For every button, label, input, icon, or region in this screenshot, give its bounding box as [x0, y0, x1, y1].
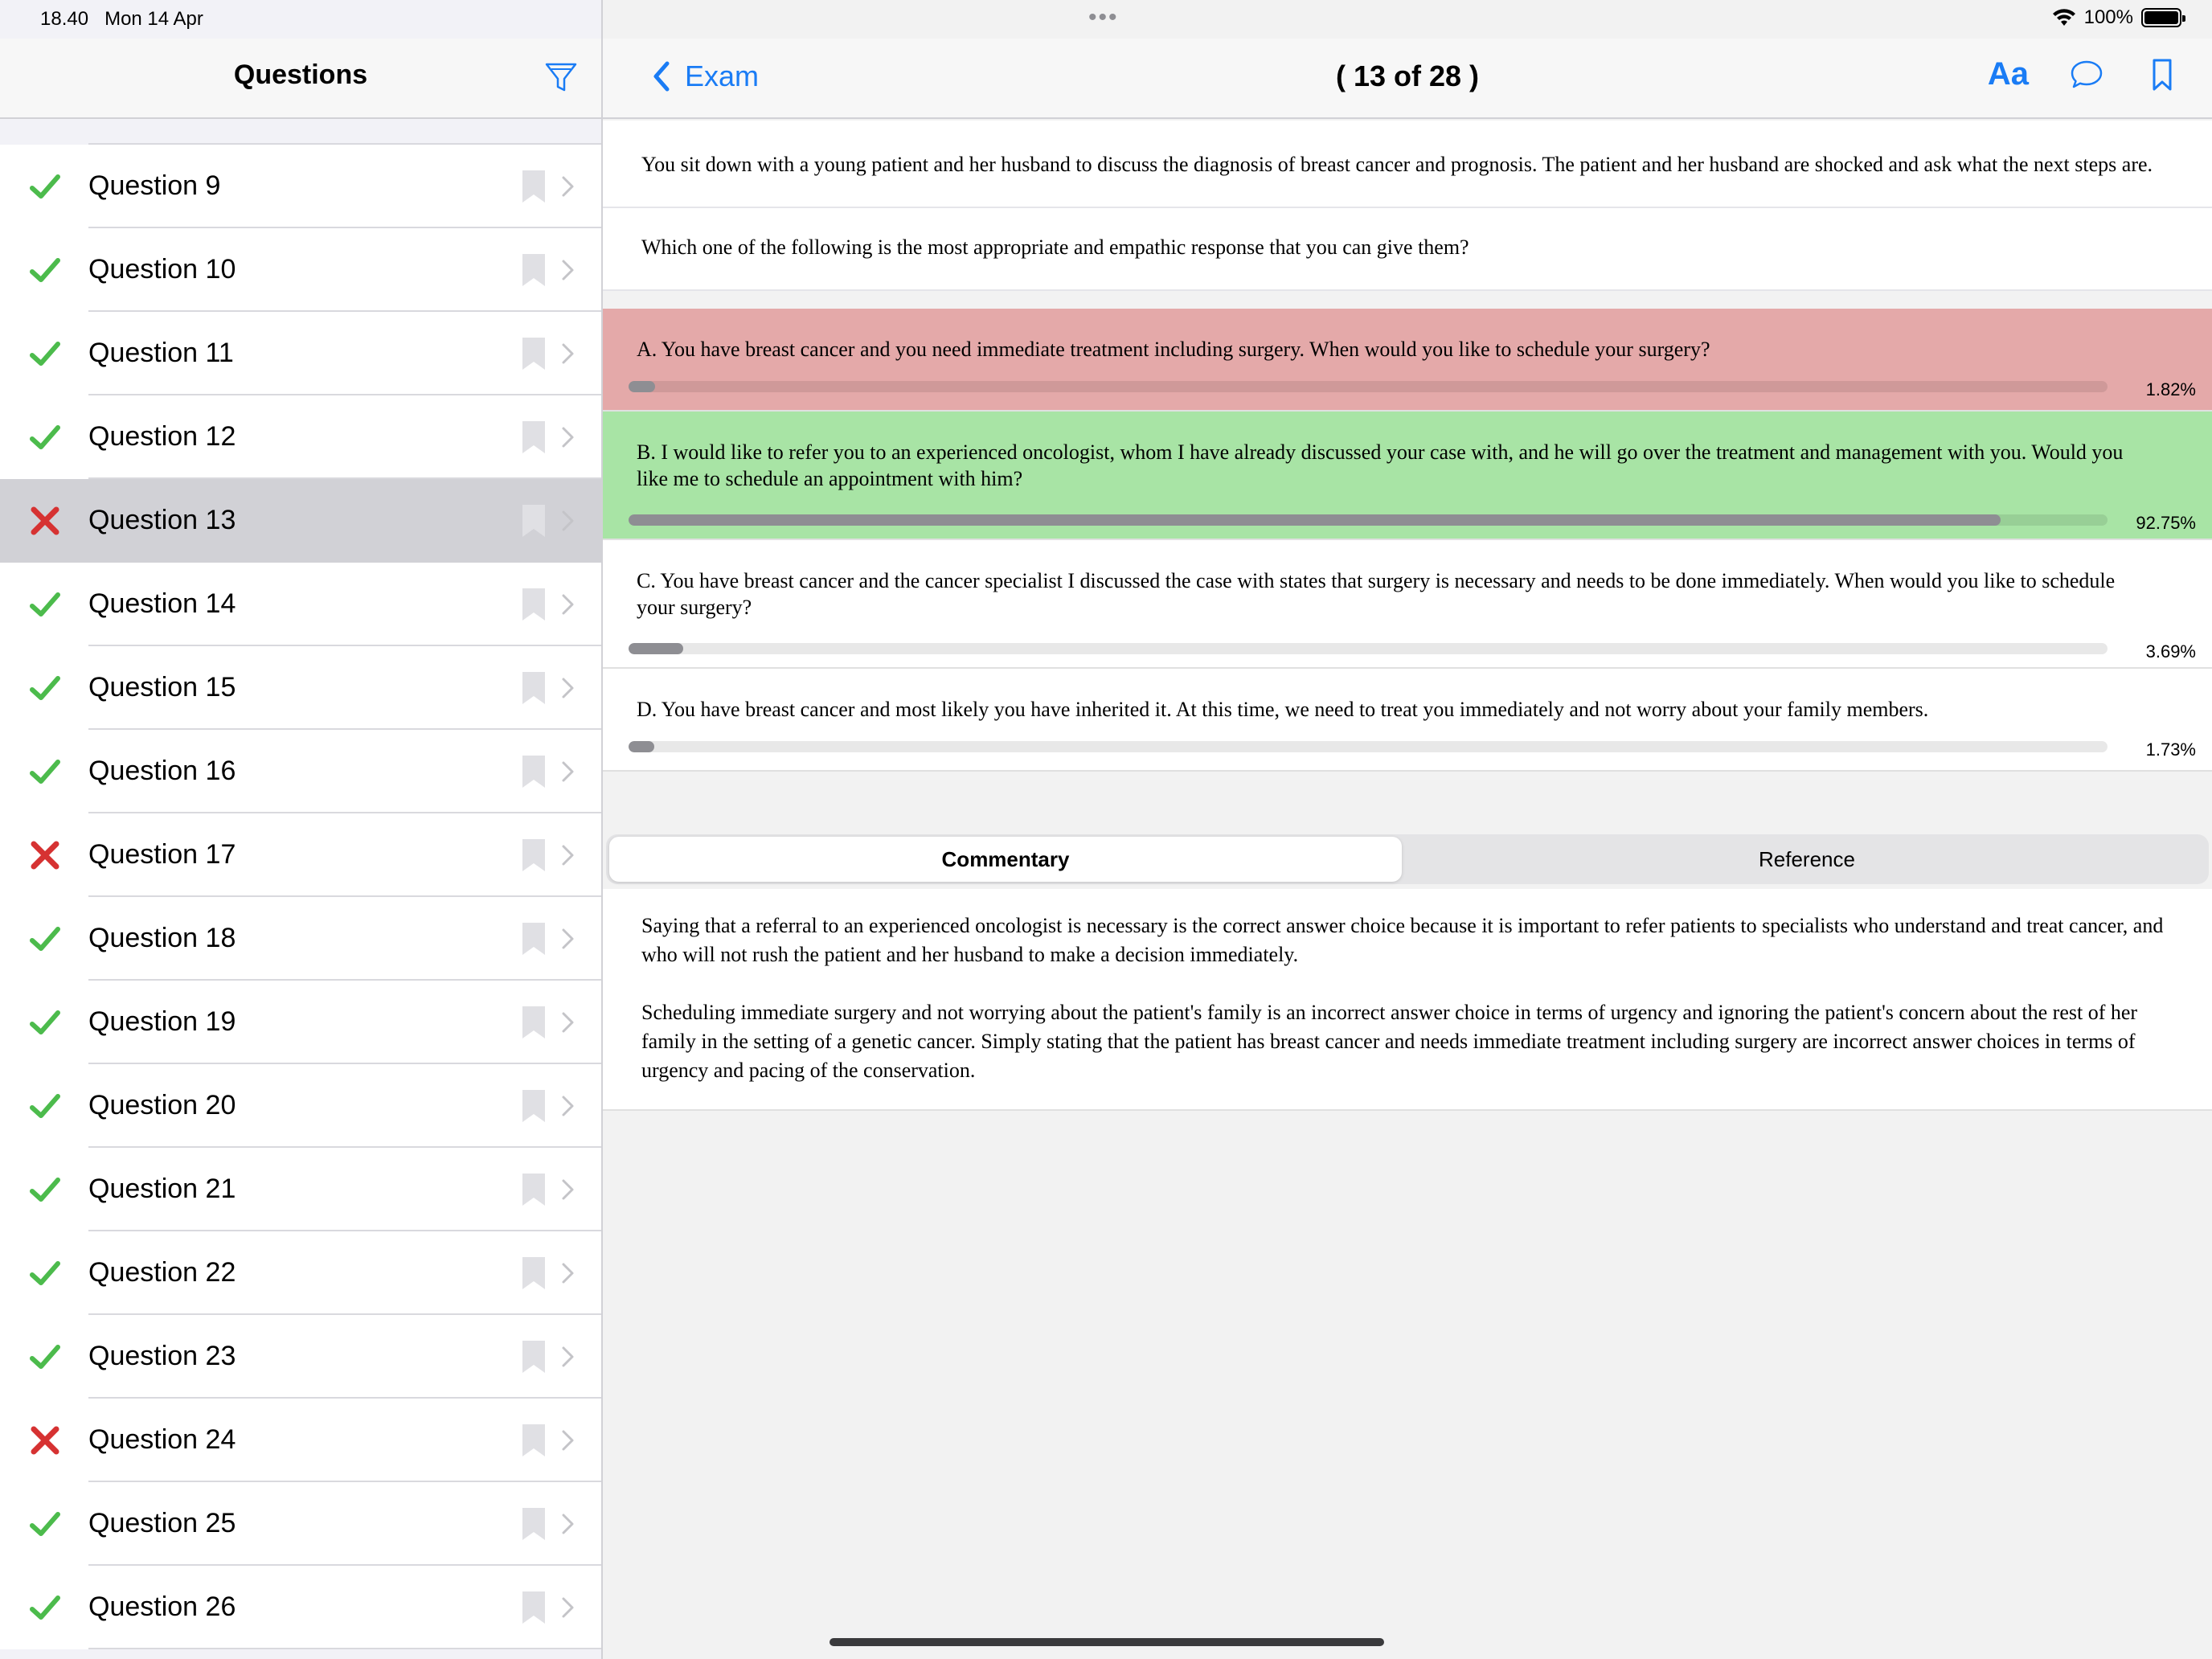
chevron-right-icon: [561, 510, 576, 532]
question-label: Question 14: [88, 588, 236, 619]
chevron-right-icon: [561, 175, 576, 198]
chevron-right-icon: [561, 259, 576, 281]
question-label: Question 10: [88, 254, 236, 285]
sidebar: [0, 0, 603, 1659]
question-label: Question 21: [88, 1174, 236, 1204]
question-prompt: Which one of the following is the most appropriate and empathic response that you can give them?: [603, 208, 2212, 291]
bookmark-icon[interactable]: [521, 1423, 547, 1458]
bookmark-icon[interactable]: [521, 754, 547, 789]
question-label: Question 15: [88, 672, 236, 703]
question-list-item[interactable]: [0, 1399, 601, 1482]
commentary-paragraph-1: Saying that a referral to an experienced oncologist is necessary is the correct answer choice because it is important to refer patients to specialists who understand and treat cancer, and who will not rush the patient and her husband to make a decision immediately.: [641, 914, 2164, 966]
checkmark-icon: [29, 254, 61, 286]
checkmark-icon: [29, 421, 61, 453]
checkmark-icon: [29, 1341, 61, 1373]
bookmark-icon[interactable]: [521, 670, 547, 706]
bookmark-icon[interactable]: [521, 1339, 547, 1374]
cross-icon: [29, 505, 61, 537]
answer-text: D. You have breast cancer and most likely you have inherited it. At this time, we need to treat you immediately and not worry about your family members.: [637, 698, 1929, 721]
question-list-item[interactable]: [0, 563, 601, 646]
answer-percent-bar: [629, 741, 2108, 752]
chevron-right-icon: [561, 928, 576, 950]
answer-percent-label: 1.82%: [2145, 379, 2196, 399]
answer-percent-label: 3.69%: [2145, 641, 2196, 662]
checkmark-icon: [29, 923, 61, 955]
bookmark-icon[interactable]: [521, 1172, 547, 1207]
bookmark-icon[interactable]: [521, 1506, 547, 1542]
commentary-paragraph-2: Scheduling immediate surgery and not worrying about the patient's family is an incorrect answer choice in terms of urgency and ignoring the patient's concern about the rest of her family in the setting of a genetic cancer. Simply stating that the patient has breast cancer and needs immediate treatment including surgery are incorrect answer choices in terms of urgency and pacing of the conservation.: [641, 1001, 2138, 1082]
back-label: Exam: [685, 59, 760, 92]
question-label: Question 17: [88, 839, 236, 870]
question-list-item[interactable]: [0, 228, 601, 312]
question-list-item[interactable]: [0, 1482, 601, 1566]
checkmark-icon: [29, 756, 61, 788]
answer-percent-bar: [629, 381, 2108, 392]
bookmark-icon[interactable]: [521, 252, 547, 288]
question-list-item[interactable]: [0, 395, 601, 479]
answer-option[interactable]: [603, 669, 2212, 772]
tab-commentary[interactable]: Commentary: [609, 837, 1402, 882]
chevron-right-icon: [561, 1095, 576, 1117]
battery-icon: [2141, 8, 2181, 27]
answer-percent-bar: [629, 514, 2108, 526]
question-list-item[interactable]: [0, 897, 601, 981]
question-label: Question 24: [88, 1424, 236, 1455]
cross-icon: [29, 839, 61, 871]
checkmark-icon: [29, 1257, 61, 1289]
checkmark-icon: [29, 1591, 61, 1624]
home-indicator[interactable]: [830, 1638, 1384, 1646]
bookmark-icon[interactable]: [521, 1088, 547, 1124]
checkmark-icon: [29, 672, 61, 704]
answer-option[interactable]: [603, 540, 2212, 669]
answer-text: C. You have breast cancer and the cancer specialist I discussed the case with states that surgery is necessary and needs to be done immediately. When would you like to schedule your surgery?: [637, 569, 2116, 619]
question-label: Question 23: [88, 1341, 236, 1371]
answer-text: A. You have breast cancer and you need immediate treatment including surgery. When would you like to schedule your surgery?: [637, 338, 1710, 361]
commentary-panel: [603, 889, 2212, 1111]
answer-percent-bar: [629, 643, 2108, 654]
question-list-item[interactable]: [0, 1064, 601, 1148]
answer-option[interactable]: [603, 412, 2212, 540]
chevron-right-icon: [561, 677, 576, 699]
wifi-icon: [2052, 8, 2076, 27]
question-label: Question 12: [88, 421, 236, 452]
bookmark-icon[interactable]: [521, 587, 547, 622]
checkmark-icon: [29, 338, 61, 370]
answer-list: [603, 309, 2212, 772]
tab-reference[interactable]: Reference: [1759, 847, 1855, 871]
question-list-item[interactable]: [0, 981, 601, 1064]
bookmark-icon[interactable]: [521, 169, 547, 204]
commentary-reference-segmented-control: [606, 834, 2209, 884]
question-list-item[interactable]: [0, 312, 601, 395]
filter-icon[interactable]: [543, 59, 579, 95]
bookmark-icon[interactable]: [521, 838, 547, 873]
comment-icon[interactable]: [2069, 57, 2104, 92]
chevron-right-icon: [561, 1513, 576, 1535]
chevron-right-icon: [561, 426, 576, 449]
chevron-right-icon: [561, 844, 576, 866]
question-list-item[interactable]: [0, 145, 601, 228]
checkmark-icon: [29, 1090, 61, 1122]
question-list-item[interactable]: [0, 813, 601, 897]
bookmark-icon[interactable]: [521, 503, 547, 539]
sidebar-title: Questions: [233, 59, 368, 90]
question-label: Question 19: [88, 1006, 236, 1037]
battery-percent: 100%: [2083, 6, 2133, 28]
bookmark-icon[interactable]: [521, 921, 547, 956]
status-right: [2052, 6, 2181, 29]
sidebar-nav-bar: [0, 39, 601, 119]
question-list-item[interactable]: [0, 479, 601, 563]
question-counter: ( 13 of 28 ): [1335, 59, 1480, 92]
bookmark-icon[interactable]: [521, 1005, 547, 1040]
bookmark-icon[interactable]: [521, 336, 547, 371]
question-list-item[interactable]: [0, 1566, 601, 1649]
bookmark-icon[interactable]: [521, 1590, 547, 1625]
chevron-right-icon: [561, 342, 576, 365]
font-size-button[interactable]: Aa: [1987, 56, 2029, 92]
question-label: Question 18: [88, 923, 236, 953]
nav-actions: [1988, 56, 2180, 92]
multitasking-dots-icon[interactable]: •••: [1088, 4, 1119, 31]
question-list-item[interactable]: [0, 1231, 601, 1315]
checkmark-icon: [29, 1508, 61, 1540]
question-label: Question 20: [88, 1090, 236, 1120]
chevron-right-icon: [561, 1596, 576, 1619]
question-list-item[interactable]: [0, 1315, 601, 1399]
question-list: [0, 145, 601, 1649]
bookmark-icon[interactable]: [521, 420, 547, 455]
answer-percent-label: 1.73%: [2145, 739, 2196, 760]
status-time: 18.40 Mon 14 Apr: [40, 8, 203, 30]
answer-option[interactable]: [603, 309, 2212, 412]
chevron-right-icon: [561, 760, 576, 783]
answer-percent-label: 92.75%: [2136, 513, 2196, 533]
question-label: Question 13: [88, 505, 236, 535]
bookmark-icon[interactable]: [521, 1256, 547, 1291]
bookmark-icon[interactable]: [2144, 57, 2180, 92]
checkmark-icon: [29, 588, 61, 621]
chevron-right-icon: [561, 1178, 576, 1201]
question-label: Question 11: [88, 338, 234, 368]
chevron-right-icon: [561, 1346, 576, 1368]
question-stem: You sit down with a young patient and her husband to discuss the diagnosis of breast cancer and prognosis. The patient and her husband are shocked and ask what the next steps are.: [603, 121, 2212, 208]
question-label: Question 22: [88, 1257, 236, 1288]
status-bar: [0, 0, 2212, 39]
chevron-right-icon: [561, 1262, 576, 1284]
chevron-right-icon: [561, 1011, 576, 1034]
main-panel: [603, 0, 2212, 1659]
checkmark-icon: [29, 1174, 61, 1206]
answer-text: B. I would like to refer you to an experienced oncologist, whom I have already discussed your case with, and he will go over the treatment and management with you. Would you like me to schedule an appointment with him?: [637, 440, 2124, 490]
chevron-right-icon: [561, 1429, 576, 1452]
chevron-right-icon: [561, 593, 576, 616]
question-list-item[interactable]: [0, 730, 601, 813]
question-label: Question 16: [88, 756, 236, 786]
question-list-item[interactable]: [0, 646, 601, 730]
question-label: Question 25: [88, 1508, 236, 1538]
checkmark-icon: [29, 170, 61, 203]
question-content: [603, 121, 2212, 1111]
cross-icon: [29, 1424, 61, 1456]
question-label: Question 9: [88, 170, 221, 201]
checkmark-icon: [29, 1006, 61, 1038]
question-list-item[interactable]: [0, 1148, 601, 1231]
main-nav-bar: [603, 39, 2212, 119]
question-label: Question 26: [88, 1591, 236, 1622]
